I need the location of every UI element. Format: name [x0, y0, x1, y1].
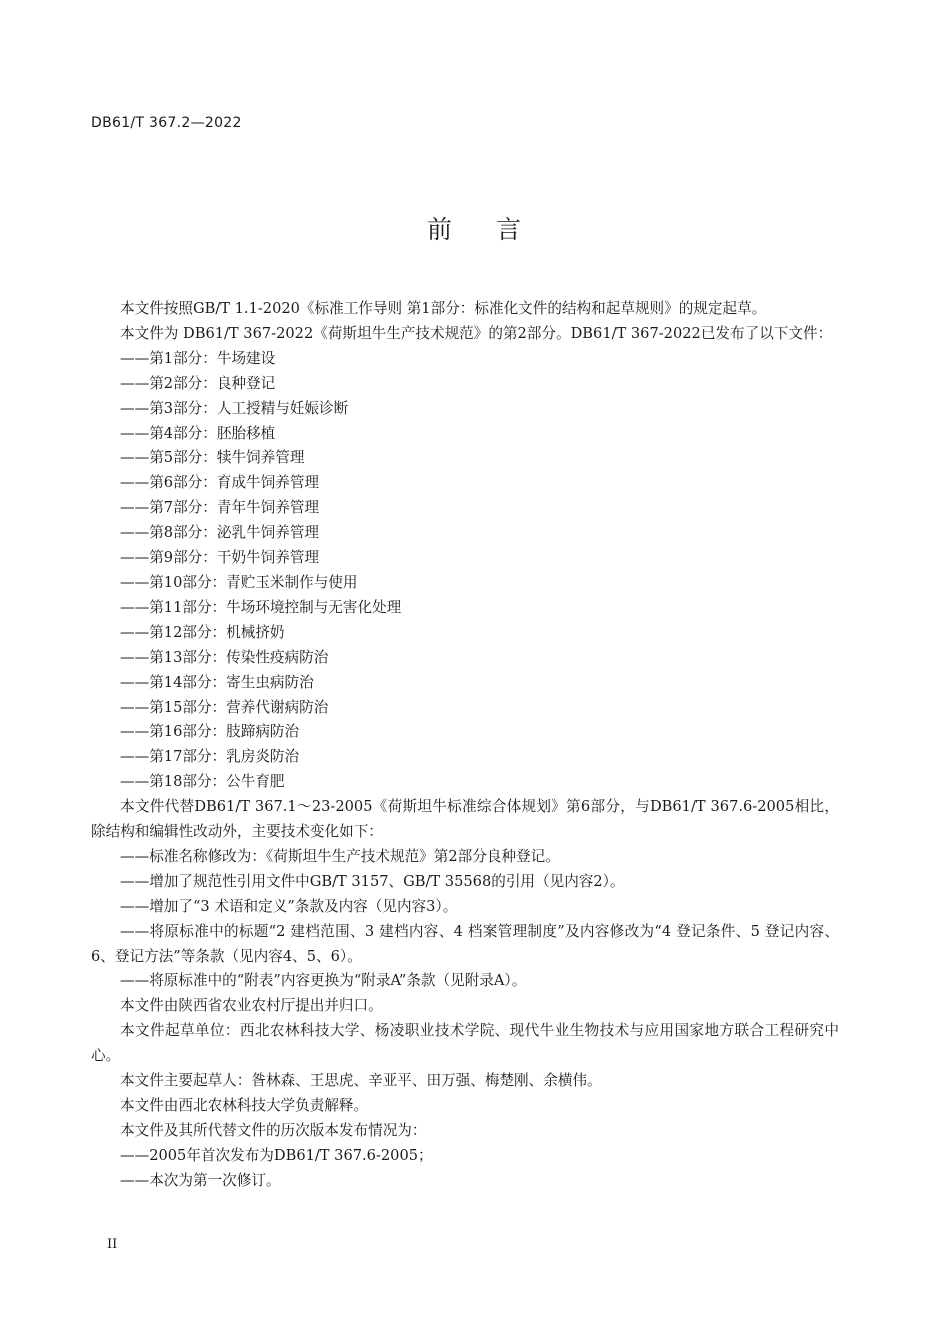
change-item: ——将原标准中的“附表”内容更换为“附录A”条款（见附录A）。	[120, 972, 527, 990]
document-code: DB61/T 367.2—2022	[91, 115, 242, 131]
title-char-2: 言	[496, 215, 524, 244]
list-item: ——第2部分：良种登记	[120, 374, 276, 392]
list-item: ——第11部分：牛场环境控制与无害化处理	[120, 598, 402, 616]
paragraph: 本文件由陕西省农业农村厅提出并归口。	[120, 997, 383, 1015]
preface-body	[91, 297, 839, 1194]
paragraph: 本文件按照GB/T 1.1-2020《标准工作导则 第1部分：标准化文件的结构和起草规则》的规定起草。	[120, 300, 767, 317]
list-item: ——第13部分：传染性疫病防治	[120, 648, 329, 666]
page-title	[0, 210, 950, 246]
list-item: ——第18部分：公牛育肥	[120, 773, 285, 791]
paragraph: 本文件为 DB61/T 367-2022《荷斯坦牛生产技术规范》的第2部分。DB61/T 367-2022已发布了以下文件：	[120, 324, 833, 342]
history-item: ——本次为第一次修订。	[120, 1171, 281, 1189]
history-item: ——2005年首次发布为DB61/T 367.6-2005；	[120, 1146, 433, 1164]
list-item: ——第10部分：青贮玉米制作与使用	[120, 573, 358, 591]
change-item: ——增加了规范性引用文件中GB/T 3157、GB/T 35568的引用（见内容2）。	[120, 872, 625, 890]
list-item: ——第17部分：乳房炎防治	[120, 748, 300, 766]
paragraph: 本文件起草单位：西北农林科技大学、杨凌职业技术学院、现代牛业生物技术与应用国家地方联合工程研究中心。	[91, 1022, 839, 1065]
paragraph: 本文件代替DB61/T 367.1～23-2005《荷斯坦牛标准综合体规划》第6部分，与DB61/T 367.6-2005相比，除结构和编辑性改动外，主要技术变化如下：	[91, 798, 839, 841]
change-item: ——将原标准中的标题“2 建档范围、3 建档内容、4 档案管理制度”及内容修改为“4 登记条件、5 登记内容、6、登记方法”等条款（见内容4、5、6）。	[91, 922, 839, 965]
list-item: ——第15部分：营养代谢病防治	[120, 698, 329, 716]
list-item: ——第14部分：寄生虫病防治	[120, 673, 314, 691]
paragraph: 本文件及其所代替文件的历次版本发布情况为：	[120, 1121, 427, 1139]
list-item: ——第7部分：青年牛饲养管理	[120, 499, 320, 517]
list-item: ——第8部分：泌乳牛饲养管理	[120, 524, 320, 542]
paragraph: 本文件主要起草人：昝林森、王思虎、辛亚平、田万强、梅楚刚、余横伟。	[120, 1072, 602, 1090]
paragraph: 本文件由西北农林科技大学负责解释。	[120, 1097, 369, 1114]
list-item: ——第5部分：犊牛饲养管理	[120, 449, 305, 467]
list-item: ——第9部分：干奶牛饲养管理	[120, 549, 320, 567]
list-item: ——第6部分：育成牛饲养管理	[120, 474, 320, 492]
page-number: II	[107, 1237, 118, 1252]
change-item: ——增加了“3 术语和定义”条款及内容（见内容3）。	[120, 897, 458, 915]
list-item: ——第4部分：胚胎移植	[120, 424, 276, 442]
title-char-1: 前	[426, 215, 454, 244]
list-item: ——第12部分：机械挤奶	[120, 623, 285, 641]
list-item: ——第16部分：肢蹄病防治	[120, 723, 300, 741]
change-item: ——标准名称修改为：《荷斯坦牛生产技术规范》第2部分良种登记。	[120, 847, 560, 865]
list-item: ——第3部分：人工授精与妊娠诊断	[120, 399, 349, 417]
list-item: ——第1部分：牛场建设	[120, 349, 276, 367]
